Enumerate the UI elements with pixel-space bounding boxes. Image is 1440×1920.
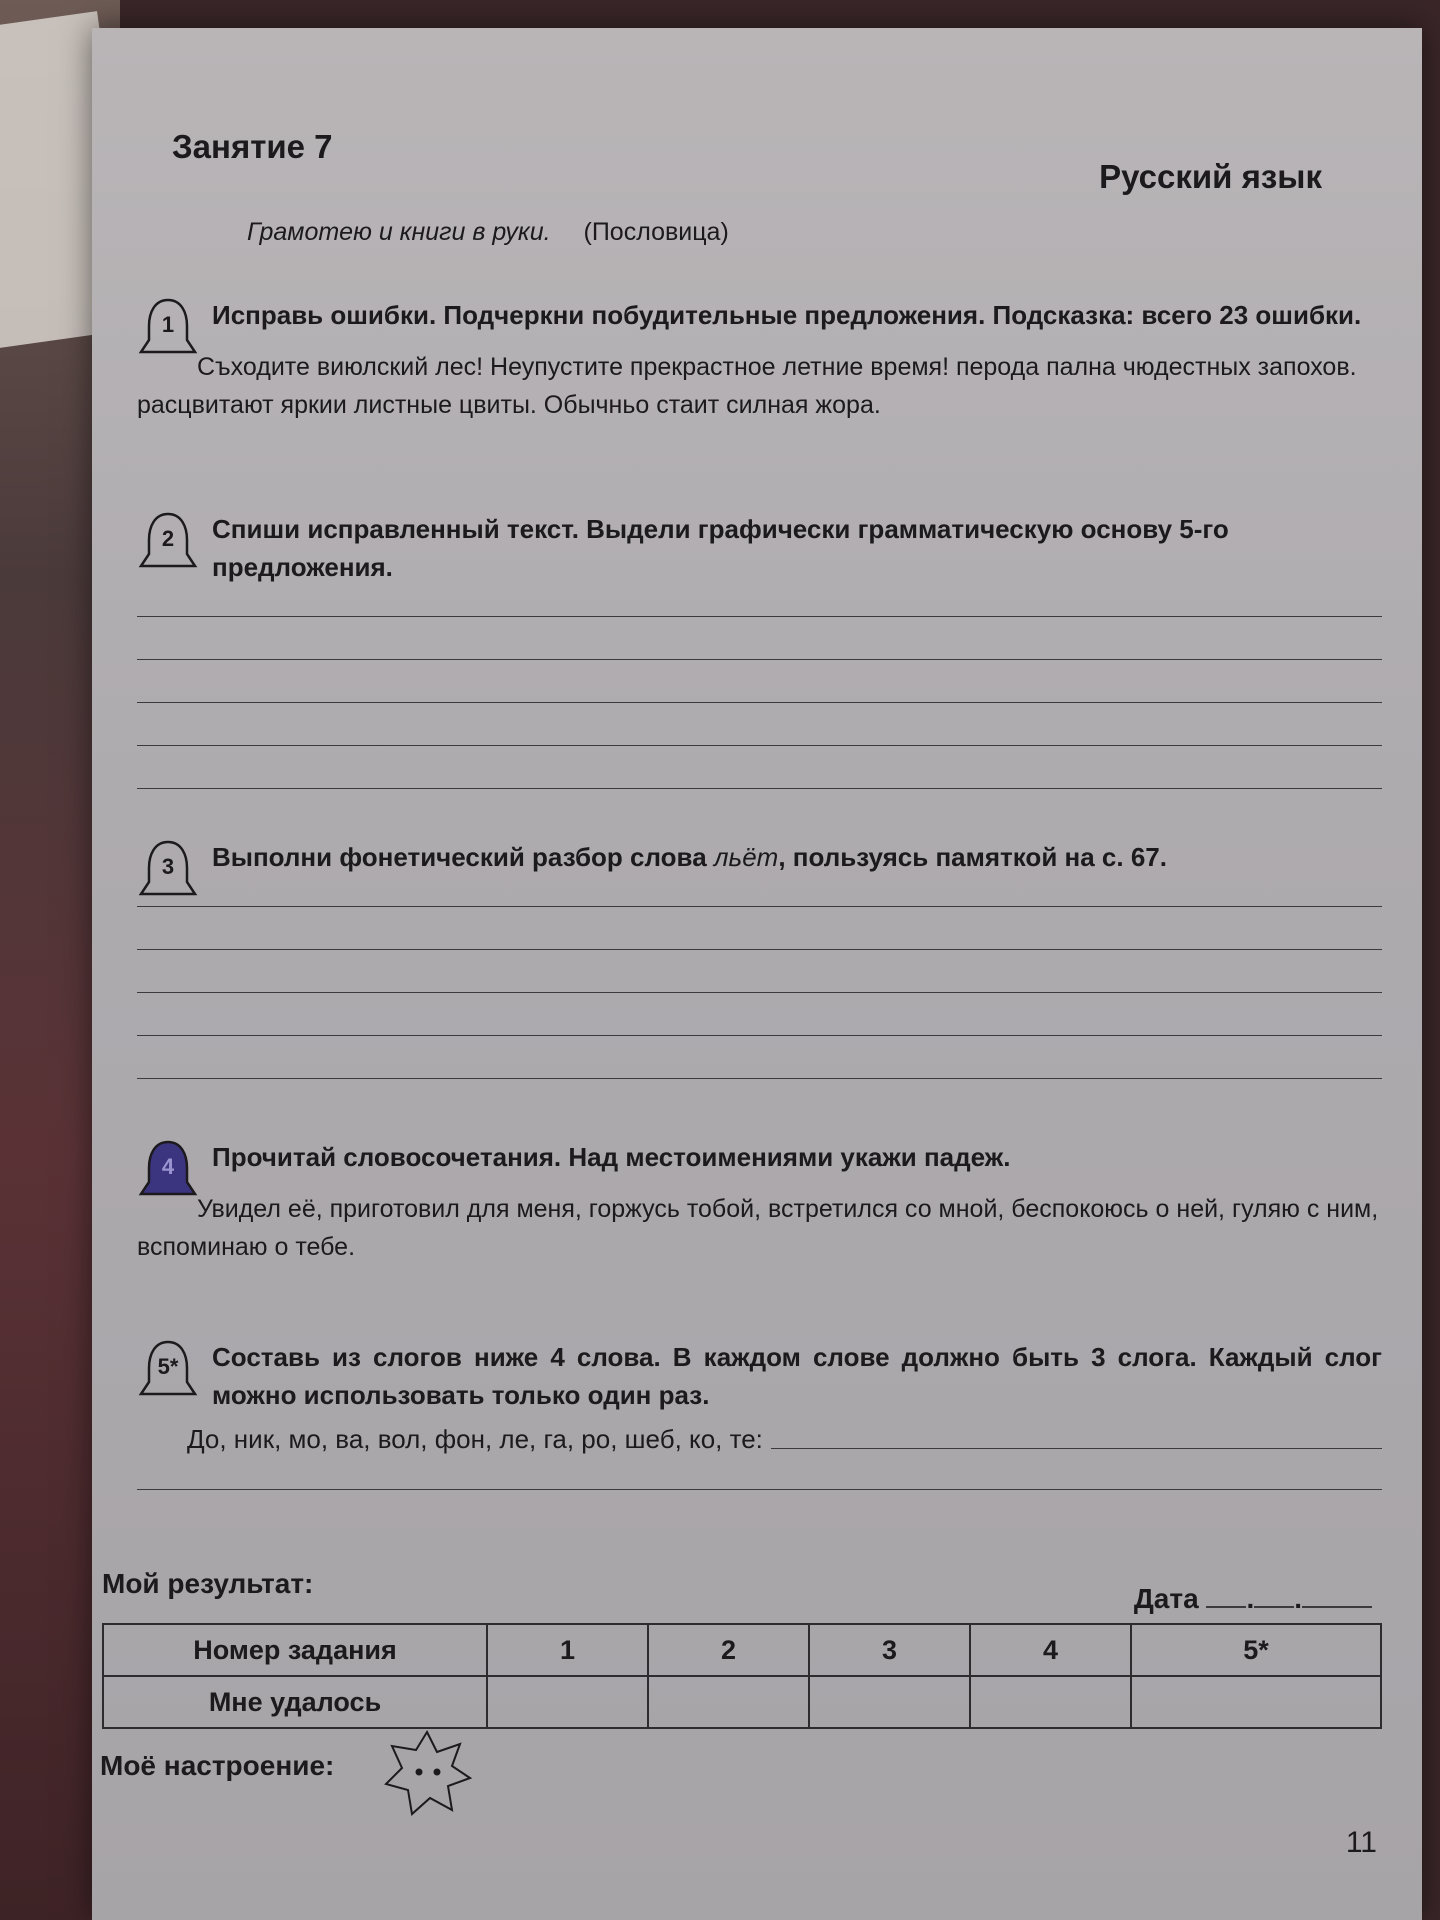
answer-line[interactable] bbox=[137, 702, 1382, 703]
answer-line[interactable] bbox=[137, 745, 1382, 746]
task-number: 1 bbox=[161, 312, 175, 337]
task-5 bbox=[137, 1338, 1382, 1490]
task-heading: Составь из слогов ниже 4 слова. В каждом слове должно быть 3 слога. Каждый слог можно использовать только один раз. bbox=[212, 1342, 1382, 1410]
heading-part: Выполни фонетический разбор слова bbox=[212, 842, 714, 872]
lesson-title: Занятие 7 bbox=[172, 128, 333, 165]
task-heading: Исправь ошибки. Подчеркни побудительные предложения. Подсказка: всего 23 ошибки. bbox=[212, 300, 1362, 330]
workbook-page bbox=[92, 28, 1422, 1920]
task-heading bbox=[212, 838, 1382, 876]
mood-star-icon[interactable] bbox=[382, 1728, 472, 1818]
syllables-text: До, ник, мо, ва, вол, фон, ле, га, ро, шеб, ко, те: bbox=[187, 1424, 763, 1454]
task-text: Увидел её, приготовил для меня, горжусь тобой, встретился со мной, беспокоюсь о ней, гуляю с ним, вспоминаю о тебе. bbox=[137, 1195, 1379, 1261]
mood-label: Моё настроение: bbox=[100, 1750, 335, 1781]
table-row bbox=[103, 1676, 1381, 1728]
page-number: 11 bbox=[1345, 1826, 1377, 1859]
task-3 bbox=[137, 838, 1382, 1079]
syllables-row bbox=[187, 1424, 1382, 1455]
column-header: 5* bbox=[1131, 1624, 1381, 1676]
answer-line[interactable] bbox=[137, 1489, 1382, 1490]
result-cell[interactable] bbox=[970, 1676, 1131, 1728]
date-label: Дата bbox=[1133, 1583, 1199, 1614]
row-header: Мне удалось bbox=[103, 1676, 487, 1728]
date-month-blank[interactable] bbox=[1254, 1606, 1294, 1608]
answer-line[interactable] bbox=[137, 616, 1382, 617]
result-table bbox=[102, 1623, 1382, 1729]
date-year-blank[interactable] bbox=[1302, 1606, 1372, 1608]
task-1 bbox=[137, 296, 1382, 424]
result-cell[interactable] bbox=[487, 1676, 648, 1728]
date-day-blank[interactable] bbox=[1206, 1606, 1246, 1608]
date-field: Дата . . bbox=[1134, 1583, 1372, 1615]
proverb-source: (Пословица) bbox=[583, 218, 729, 246]
column-header: 2 bbox=[648, 1624, 809, 1676]
row-header: Номер задания bbox=[103, 1624, 487, 1676]
answer-line[interactable] bbox=[771, 1448, 1382, 1449]
column-header: 3 bbox=[809, 1624, 970, 1676]
result-cell[interactable] bbox=[809, 1676, 970, 1728]
answer-line[interactable] bbox=[137, 788, 1382, 789]
heading-word: льёт bbox=[713, 842, 779, 872]
answer-line[interactable] bbox=[137, 992, 1382, 993]
task-number: 2 bbox=[161, 526, 175, 551]
answer-line[interactable] bbox=[137, 1078, 1382, 1079]
task-2 bbox=[137, 510, 1382, 789]
result-cell[interactable] bbox=[648, 1676, 809, 1728]
subject-title: Русский язык bbox=[1099, 158, 1322, 195]
column-header: 4 bbox=[970, 1624, 1131, 1676]
answer-line[interactable] bbox=[137, 659, 1382, 660]
task-4 bbox=[137, 1138, 1382, 1266]
task-text: Съходите виюлский лес! Неупустите прекрастное летние время! перода пална чюдестных запохов. расцвитают яркии листные цвиты. Обычньо стаит силная жора. bbox=[137, 353, 1357, 419]
task-number: 4 bbox=[161, 1154, 175, 1179]
result-label: Мой результат: bbox=[102, 1568, 314, 1599]
task-number: 3 bbox=[161, 854, 175, 879]
answer-line[interactable] bbox=[137, 1035, 1382, 1036]
answer-line[interactable] bbox=[137, 949, 1382, 950]
proverb-text: Грамотею и книги в руки. bbox=[247, 218, 551, 246]
task-number: 5* bbox=[157, 1354, 179, 1379]
heading-part: , пользуясь памяткой на с. 67. bbox=[778, 842, 1167, 872]
proverb bbox=[247, 218, 729, 247]
answer-line[interactable] bbox=[137, 906, 1382, 907]
column-header: 1 bbox=[487, 1624, 648, 1676]
result-cell[interactable] bbox=[1131, 1676, 1381, 1728]
table-row bbox=[103, 1624, 1381, 1676]
task-heading: Спиши исправленный текст. Выдели графически грамматическую основу 5-го предложения. bbox=[212, 514, 1229, 582]
task-heading: Прочитай словосочетания. Над местоимениями укажи падеж. bbox=[212, 1142, 1011, 1172]
